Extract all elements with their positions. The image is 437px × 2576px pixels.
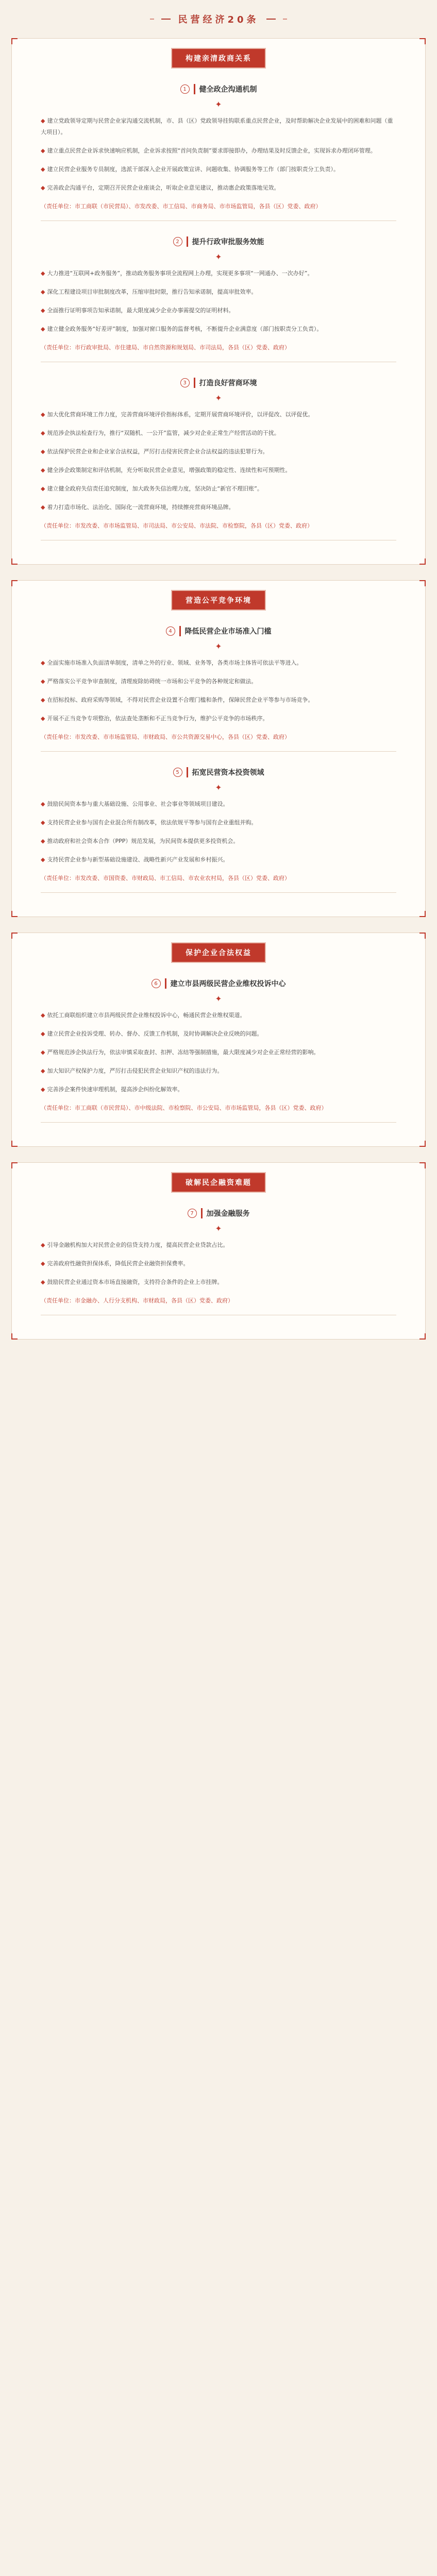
paragraph bbox=[41, 1065, 396, 1077]
spacer bbox=[12, 1131, 425, 1146]
paragraph bbox=[41, 1258, 396, 1269]
paragraph bbox=[41, 428, 396, 439]
item-title: 拓宽民营资本投资领域 bbox=[187, 767, 264, 777]
title-bar bbox=[0, 0, 437, 38]
paragraph-text: 支持民营企业参与新型基础设施建设、战略性新兴产业发展和乡村振兴。 bbox=[47, 856, 229, 863]
bullet-icon: ◆ bbox=[41, 856, 45, 863]
pin-icon: ✦ bbox=[215, 783, 222, 792]
title-ornament-left bbox=[161, 19, 171, 20]
bullet-icon: ◆ bbox=[41, 715, 45, 722]
section-head bbox=[12, 39, 425, 69]
item-head bbox=[41, 236, 396, 247]
paragraph bbox=[41, 446, 396, 457]
bullet-icon: ◆ bbox=[41, 184, 45, 191]
bullet-icon: ◆ bbox=[41, 1242, 45, 1248]
section-head bbox=[12, 1163, 425, 1193]
item-number: 4 bbox=[166, 626, 175, 636]
divider bbox=[41, 751, 396, 752]
paragraph-text: 健全涉企政策制定和评估机制，充分听取民营企业意见，增强政策的稳定性、连续性和可预期性。 bbox=[47, 467, 291, 473]
bullet-icon: ◆ bbox=[41, 448, 45, 455]
section-item bbox=[12, 84, 425, 212]
item-number: 1 bbox=[180, 84, 190, 94]
paragraph bbox=[41, 164, 396, 175]
bullet-icon: ◆ bbox=[41, 411, 45, 418]
panel-corner bbox=[11, 1141, 18, 1147]
bullet-icon: ◆ bbox=[41, 289, 45, 295]
panel-corner bbox=[11, 911, 18, 917]
panel-corner bbox=[419, 558, 426, 565]
paragraph bbox=[41, 409, 396, 420]
panel-corner bbox=[419, 1333, 426, 1340]
paragraph-text: 建立民营企业投诉受理、转办、督办、反馈工作机制，及时协调解决企业反映的问题。 bbox=[47, 1030, 263, 1037]
bullet-icon: ◆ bbox=[41, 1260, 45, 1267]
item-title: 健全政企沟通机制 bbox=[194, 84, 257, 94]
paragraph-text: 全面推行证明事项告知承诺制，最大限度减少企业办事需提交的证明材料。 bbox=[47, 307, 234, 314]
pin-icon: ✦ bbox=[215, 252, 222, 262]
paragraph bbox=[41, 1277, 396, 1288]
paragraph bbox=[41, 799, 396, 810]
panel-corner bbox=[419, 580, 426, 586]
paragraph-text: 着力打造市场化、法治化、国际化一流营商环境，持续擦亮营商环境品牌。 bbox=[47, 504, 234, 511]
paragraph-text: 依托工商联组织建立市县两级民营企业维权投诉中心，畅通民营企业维权渠道。 bbox=[47, 1012, 246, 1019]
paragraph-text: 加大优化营商环境工作力度，完善营商环境评价指标体系，定期开展营商环境评价，以评促改、以评促优。 bbox=[47, 411, 314, 418]
bullet-icon: ◆ bbox=[41, 270, 45, 277]
spacer bbox=[12, 549, 425, 564]
content bbox=[0, 38, 437, 1355]
bullet-icon: ◆ bbox=[41, 697, 45, 703]
item-number: 5 bbox=[173, 768, 182, 777]
paragraph bbox=[41, 182, 396, 194]
section-panel bbox=[11, 38, 426, 565]
paragraph-text: 完善涉企案件快速审理机制，提高涉企纠纷化解效率。 bbox=[47, 1086, 183, 1093]
paragraph bbox=[41, 1240, 396, 1251]
paragraph bbox=[41, 836, 396, 847]
pin-icon: ✦ bbox=[215, 393, 222, 403]
responsible-units: （责任单位：市金融办、人行分支机构、市财政局，各县（区）党委、政府） bbox=[41, 1297, 233, 1304]
paragraph-text: 引导金融机构加大对民营企业的信贷支持力度，提高民营企业贷款占比。 bbox=[47, 1242, 229, 1248]
bullet-icon: ◆ bbox=[41, 147, 45, 154]
paragraph-text: 深化工程建设项目审批制度改革，压缩审批时限，推行告知承诺制，提高审批效率。 bbox=[47, 289, 257, 295]
paragraph-text: 加大知识产权保护力度，严厉打击侵犯民营企业知识产权的违法行为。 bbox=[47, 1067, 223, 1074]
item-number: 7 bbox=[188, 1209, 197, 1218]
paragraph bbox=[41, 115, 396, 138]
item-head bbox=[41, 378, 396, 388]
section-panel bbox=[11, 580, 426, 917]
bullet-icon: ◆ bbox=[41, 504, 45, 511]
title-ornament-left bbox=[150, 19, 154, 20]
panel-corner bbox=[11, 558, 18, 565]
item-head bbox=[41, 767, 396, 777]
item-head bbox=[41, 84, 396, 94]
item-head bbox=[41, 626, 396, 636]
paragraph bbox=[41, 483, 396, 495]
bullet-icon: ◆ bbox=[41, 659, 45, 666]
section-panel bbox=[11, 933, 426, 1147]
responsible-units: （责任单位：市行政审批局、市住建局、市自然资源和规划局、市司法局，各县（区）党委、政府） bbox=[41, 344, 290, 351]
pin-icon: ✦ bbox=[215, 99, 222, 109]
panel-corner bbox=[11, 1162, 18, 1168]
section-banner: 破解民企融资难题 bbox=[171, 1172, 266, 1193]
item-title: 建立市县两级民营企业维权投诉中心 bbox=[165, 978, 286, 989]
paragraph-text: 建立党政领导定期与民营企业家沟通交流机制，市、县（区）党政领导挂钩联系重点民营企业，及时帮助解决企业发展中的困难和问题（重大项目）。 bbox=[41, 117, 393, 135]
paragraph bbox=[41, 817, 396, 828]
spacer bbox=[0, 917, 437, 933]
section-banner: 营造公平竞争环境 bbox=[171, 590, 266, 611]
panel-corner bbox=[419, 933, 426, 939]
paragraph-text: 大力推进“互联网+政务服务”，推动政务服务事项全流程网上办理，实现更多事项“一网通办、一次办好”。 bbox=[47, 270, 313, 277]
bullet-icon: ◆ bbox=[41, 1012, 45, 1019]
paragraph bbox=[41, 268, 396, 279]
bullet-icon: ◆ bbox=[41, 307, 45, 314]
item-title: 提升行政审批服务效能 bbox=[187, 236, 264, 247]
paragraph-text: 依法保护民营企业和企业家合法权益，严厉打击侵害民营企业合法权益的违法犯罪行为。 bbox=[47, 448, 268, 455]
panel-corner bbox=[11, 38, 18, 44]
paragraph bbox=[41, 286, 396, 298]
panel-corner bbox=[419, 1162, 426, 1168]
paragraph bbox=[41, 676, 396, 687]
bullet-icon: ◆ bbox=[41, 819, 45, 826]
paragraph bbox=[41, 324, 396, 335]
paragraph-text: 鼓励民营企业通过资本市场直接融资，支持符合条件的企业上市挂牌。 bbox=[47, 1279, 223, 1285]
paragraph bbox=[41, 854, 396, 866]
section-head bbox=[12, 581, 425, 611]
title-ornament-right bbox=[266, 19, 276, 20]
bullet-icon: ◆ bbox=[41, 430, 45, 436]
paragraph-text: 支持民营企业参与国有企业混合所有制改革，依法依规平等参与国有企业重组并购。 bbox=[47, 819, 257, 826]
panel-corner bbox=[419, 911, 426, 917]
page-title: 民营经济20条 bbox=[178, 14, 259, 25]
paragraph bbox=[41, 465, 396, 476]
paragraph bbox=[41, 1028, 396, 1040]
paragraph-text: 推动政府和社会资本合作（PPP）规范发展，为民间资本提供更多投资机会。 bbox=[47, 838, 239, 844]
section-item bbox=[12, 767, 425, 884]
section-banner: 构建亲清政商关系 bbox=[171, 48, 266, 69]
paragraph-text: 开展不正当竞争专项整治，依法查处垄断和不正当竞争行为，维护公平竞争的市场秩序。 bbox=[47, 715, 268, 722]
paragraph-text: 建立健全政府失信责任追究制度，加大政务失信治理力度，坚决防止“新官不理旧账”。 bbox=[47, 485, 263, 492]
section-item bbox=[12, 378, 425, 532]
bullet-icon: ◆ bbox=[41, 1279, 45, 1285]
divider bbox=[41, 1122, 396, 1123]
pin-icon: ✦ bbox=[215, 641, 222, 651]
paragraph bbox=[41, 305, 396, 316]
section-item bbox=[12, 236, 425, 353]
item-title: 打造良好营商环境 bbox=[194, 378, 257, 388]
pin-icon: ✦ bbox=[215, 1224, 222, 1233]
panel-corner bbox=[419, 1141, 426, 1147]
bullet-icon: ◆ bbox=[41, 1049, 45, 1056]
paragraph-text: 严格落实公平竞争审查制度，清理废除妨碍统一市场和公平竞争的各种规定和做法。 bbox=[47, 678, 257, 685]
bullet-icon: ◆ bbox=[41, 326, 45, 332]
responsible-units: （责任单位：市发改委、市国资委、市财政局、市工信局、市农业农村局，各县（区）党委、政府） bbox=[41, 875, 290, 882]
responsible-units: （责任单位：市发改委、市市场监管局、市司法局、市公安局、市法院、市检察院，各县（区）党委、政府） bbox=[41, 522, 313, 529]
panel-corner bbox=[419, 38, 426, 44]
paragraph bbox=[41, 694, 396, 706]
item-title: 加强金融服务 bbox=[201, 1208, 250, 1218]
paragraph-text: 鼓励民间资本参与重大基础设施、公用事业、社会事业等领域项目建设。 bbox=[47, 801, 229, 807]
section-item bbox=[12, 1208, 425, 1307]
item-number: 6 bbox=[152, 979, 161, 988]
item-head bbox=[41, 978, 396, 989]
bullet-icon: ◆ bbox=[41, 117, 45, 124]
bullet-icon: ◆ bbox=[41, 166, 45, 173]
paragraph bbox=[41, 145, 396, 157]
bullet-icon: ◆ bbox=[41, 1067, 45, 1074]
section-banner: 保护企业合法权益 bbox=[171, 942, 266, 963]
spacer bbox=[0, 1147, 437, 1162]
paragraph-text: 建立民营企业服务专员制度，选派干部深入企业开展政策宣讲、问题收集、协调服务等工作（部门按职责分工负责）。 bbox=[47, 166, 339, 173]
paragraph-text: 严格规范涉企执法行为，依法审慎采取查封、扣押、冻结等强制措施，最大限度减少对企业正常经营的影响。 bbox=[47, 1049, 320, 1056]
divider bbox=[41, 892, 396, 893]
bullet-icon: ◆ bbox=[41, 801, 45, 807]
panel-corner bbox=[11, 933, 18, 939]
spacer bbox=[0, 565, 437, 580]
paragraph-text: 规范涉企执法检查行为，推行“双随机、一公开”监管，减少对企业正常生产经营活动的干扰。 bbox=[47, 430, 280, 436]
paragraph-text: 建立重点民营企业诉求快速响应机制，企业诉求按照“首问负责制”要求即接即办，办理结果及时反馈企业，实现诉求办理闭环管理。 bbox=[47, 147, 376, 154]
paragraph-text: 完善政企沟通平台，定期召开民营企业座谈会，听取企业意见建议，推动惠企政策落地见效。 bbox=[47, 184, 280, 191]
paragraph bbox=[41, 502, 396, 513]
bullet-icon: ◆ bbox=[41, 1086, 45, 1093]
section-item bbox=[12, 978, 425, 1114]
responsible-units: （责任单位：市发改委、市市场监管局、市财政局、市公共资源交易中心，各县（区）党委、政府） bbox=[41, 734, 290, 740]
section-panel bbox=[11, 1162, 426, 1340]
paragraph bbox=[41, 1047, 396, 1058]
responsible-units: （责任单位：市工商联（市民营局）、市发改委、市工信局、市商务局、市市场监管局，各县（区）党委、政府） bbox=[41, 203, 322, 210]
panel-corner bbox=[11, 1333, 18, 1340]
section-head bbox=[12, 933, 425, 963]
bullet-icon: ◆ bbox=[41, 838, 45, 844]
bullet-icon: ◆ bbox=[41, 467, 45, 473]
item-head bbox=[41, 1208, 396, 1218]
pin-icon: ✦ bbox=[215, 994, 222, 1004]
paragraph bbox=[41, 1010, 396, 1021]
title-ornament-right bbox=[283, 19, 287, 20]
bullet-icon: ◆ bbox=[41, 678, 45, 685]
spacer bbox=[12, 1324, 425, 1339]
paragraph-text: 在招标投标、政府采购等领域，不得对民营企业设置不合理门槛和条件，保障民营企业平等参与市场竞争。 bbox=[47, 697, 314, 703]
responsible-units: （责任单位：市工商联（市民营局）、市中级法院、市检察院、市公安局、市市场监管局，各县（区）党委、政府） bbox=[41, 1105, 327, 1111]
paragraph-text: 建立健全政务服务“好差评”制度，加强对窗口服务的监督考核，不断提升企业满意度（部门按职责分工负责）。 bbox=[47, 326, 323, 332]
paragraph-text: 完善政府性融资担保体系，降低民营企业融资担保费率。 bbox=[47, 1260, 189, 1267]
paragraph bbox=[41, 657, 396, 669]
item-number: 2 bbox=[173, 237, 182, 246]
bullet-icon: ◆ bbox=[41, 1030, 45, 1037]
spacer bbox=[0, 1340, 437, 1355]
paragraph bbox=[41, 1084, 396, 1095]
section-item bbox=[12, 626, 425, 743]
paragraph-text: 全面实施市场准入负面清单制度，清单之外的行业、领域、业务等，各类市场主体皆可依法平等进入。 bbox=[47, 659, 302, 666]
paragraph bbox=[41, 713, 396, 724]
item-number: 3 bbox=[180, 378, 190, 387]
panel-corner bbox=[11, 580, 18, 586]
spacer bbox=[12, 901, 425, 917]
item-title: 降低民营企业市场准入门槛 bbox=[179, 626, 272, 636]
bullet-icon: ◆ bbox=[41, 485, 45, 492]
